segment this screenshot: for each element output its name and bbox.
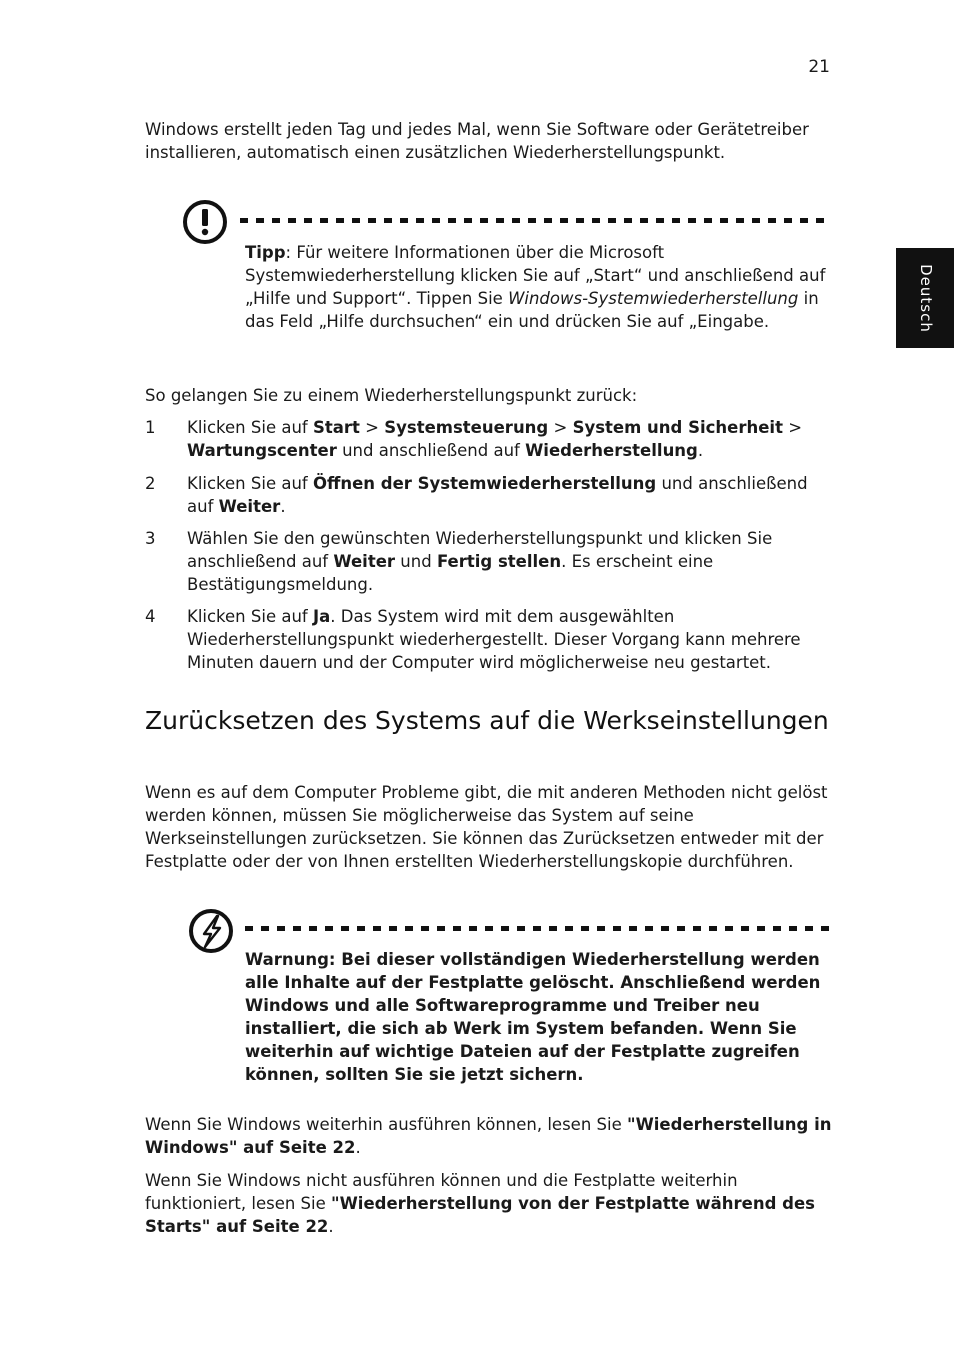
reference-link-2[interactable]: "Wiederherstellung von der Festplatte während des Starts" auf Seite 22 — [145, 1194, 815, 1236]
tip-italic: Windows-Systemwiederherstellung — [508, 289, 799, 308]
step-number: 4 — [145, 607, 156, 626]
steps-intro: So gelangen Sie zu einem Wiederherstellungspunkt zurück: — [145, 386, 638, 405]
step-number: 3 — [145, 529, 156, 548]
step-text: Klicken Sie auf Start > Systemsteuerung > System und Sicherheit > Wartungscenter und anschließend auf Wiederherstellung. — [187, 418, 803, 460]
language-side-tab — [896, 248, 954, 348]
step-text: Klicken Sie auf Öffnen der Systemwiederherstellung und anschließend auf Weiter. — [187, 474, 808, 516]
step-text: Klicken Sie auf Ja. Das System wird mit dem ausgewählten Wiederherstellungspunkt wiederhergestellt. Dieser Vorgang kann mehrere Minuten dauern und der Computer wird möglicherweise neu gestartet. — [187, 607, 801, 672]
exclamation-icon — [182, 199, 228, 245]
reference-link-1[interactable]: "Wiederherstellung in Windows" auf Seite 22 — [145, 1115, 832, 1157]
warning-divider — [245, 926, 833, 931]
tip-divider — [240, 218, 828, 223]
lightning-warning-icon — [187, 907, 235, 955]
tip-text-part: in das Feld „Hilfe durchsuchen“ ein und drücken Sie auf „Eingabe. — [245, 289, 819, 331]
intro-paragraph: Windows erstellt jeden Tag und jedes Mal, wenn Sie Software oder Gerätetreiber installieren, automatisch einen zusätzlichen Wiederherstellungspunkt. — [145, 120, 809, 162]
reference-paragraph-1: Wenn Sie Windows weiterhin ausführen können, lesen Sie "Wiederherstellung in Windows" auf Seite 22. — [145, 1115, 832, 1157]
side-tab-label: Deutsch — [916, 263, 935, 333]
tip-text-part: : Für weitere Informationen über die Microsoft Systemwiederherstellung klicken Sie auf „Start“ und anschließend auf „Hilfe und Support“. Tippen Sie — [245, 243, 826, 308]
step-number: 2 — [145, 474, 156, 493]
page-number: 21 — [808, 57, 830, 77]
tip-text — [245, 241, 835, 333]
reference-paragraph-2: Wenn Sie Windows nicht ausführen können und die Festplatte weiterhin funktioniert, lesen Sie "Wiederherstellung von der Festplatte während des Starts" auf Seite 22. — [145, 1171, 815, 1236]
reset-paragraph: Wenn es auf dem Computer Probleme gibt, die mit anderen Methoden nicht gelöst werden können, müssen Sie möglicherweise das System auf seine Werkseinstellungen zurücksetzen. Sie können das Zurücksetzen entweder mit der Festplatte oder der von Ihnen erstellten Wiederherstellungskopie durchführen. — [145, 783, 828, 871]
step-text: Wählen Sie den gewünschten Wiederherstellungspunkt und klicken Sie anschließend auf Weiter und Fertig stellen. Es erscheint eine Bestätigungsmeldung. — [187, 529, 773, 594]
step-number: 1 — [145, 418, 156, 437]
section-heading: Zurücksetzen des Systems auf die Werkseinstellungen — [145, 706, 829, 735]
tip-label: Tipp — [245, 243, 286, 262]
warning-text: Warnung: Bei dieser vollständigen Wiederherstellung werden alle Inhalte auf der Festplatte gelöscht. Anschließend werden Windows und alle Softwareprogramme und Treiber neu installiert, die sich ab Werk im System befanden. Wenn Sie weiterhin auf wichtige Dateien auf der Festplatte zugreifen können, sollten Sie sie jetzt sichern. — [245, 950, 821, 1084]
